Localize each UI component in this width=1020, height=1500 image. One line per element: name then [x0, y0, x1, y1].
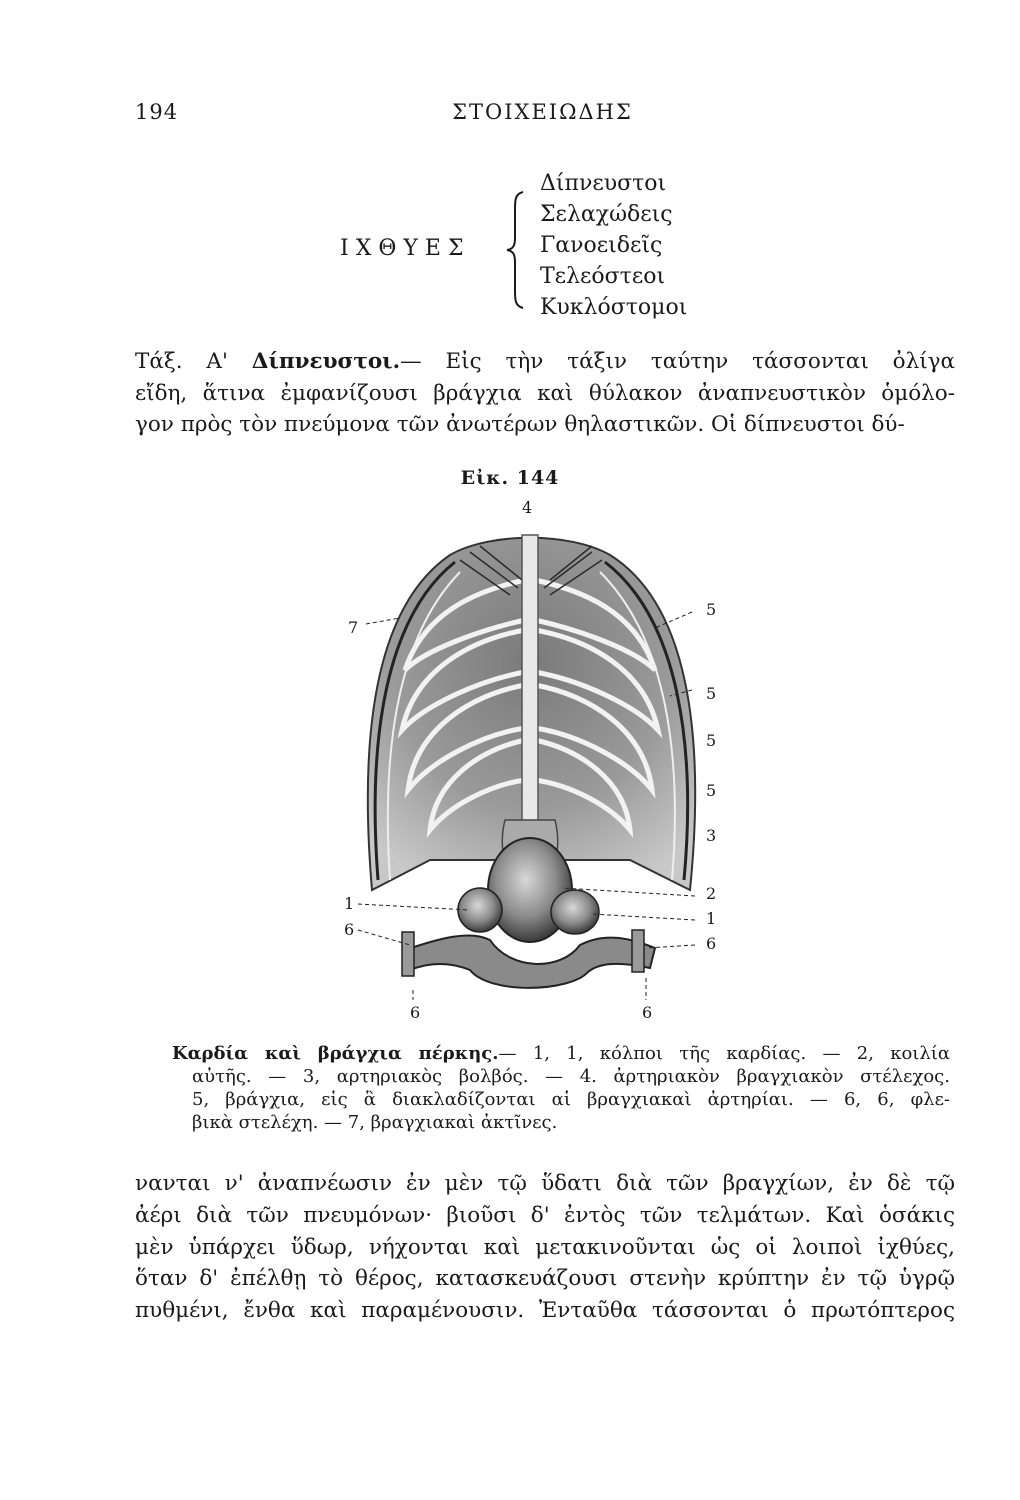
figure-number-6: 6 — [410, 1003, 421, 1022]
figure-number-4: 4 — [522, 498, 533, 517]
figure-number-6: 6 — [642, 1003, 653, 1022]
figure-label: Εἰκ. 144 — [460, 467, 560, 489]
figure-number-7: 7 — [348, 618, 359, 637]
paragraph-line: πυθμένι, ἔνθα καὶ παραμένουσιν. Ἐνταῦθα τάσσονται ὁ πρωτόπτερος — [135, 1298, 955, 1324]
caption-line: 5, βράγχια, εἰς ἃ διακλαδίζονται αἱ βραγχιακαὶ ἀρτηρίαι. — 6, 6, φλε- — [192, 1089, 950, 1110]
paragraph-line: νανται ν' ἀναπνέωσιν ἐν μὲν τῷ ὕδατι διὰ τῶν βραγχίων, ἐν δὲ τῷ — [135, 1171, 955, 1196]
figure-number-1: 1 — [706, 909, 717, 928]
paragraph-line — [135, 346, 955, 378]
paragraph-continuation — [135, 1168, 955, 1327]
caption-text: — 1, 1, κόλποι τῆς καρδίας. — 2, κοιλία — [498, 1043, 950, 1064]
figure-number-5: 5 — [706, 731, 717, 750]
figure-number-5: 5 — [706, 684, 717, 703]
order-item: Τελεόστεοι — [540, 264, 666, 289]
figure-heart-gills — [330, 500, 730, 1035]
figure-number-5: 5 — [706, 600, 717, 619]
caption-line: αὐτῆς. — 3, αρτηριακὸς βολβός. — 4. ἀρτηριακὸν βραγχιακὸν στέλεχος. — [192, 1066, 950, 1087]
class-name: ΙΧΘΥΕΣ — [340, 236, 471, 261]
paragraph-line: ἀέρι διὰ τῶν πνευμόνων· βιοῦσι δ' ἐντὸς τῶν τελμάτων. Καὶ ὁσάκις — [135, 1202, 955, 1228]
order-item: Κυκλόστομοι — [540, 295, 688, 320]
caption-title: Καρδία καὶ βράγχια πέρκης. — [172, 1043, 499, 1064]
page-header — [135, 100, 950, 130]
figure-number-1: 1 — [344, 894, 355, 913]
figure-caption — [172, 1042, 950, 1134]
order-list — [540, 168, 687, 323]
page-number: 194 — [135, 100, 179, 124]
paragraph-line: μὲν ὑπάρχει ὕδωρ, νήχονται καὶ μετακινοῦνται ὡς οἱ λοιποὶ ἰχθύες, — [135, 1234, 955, 1260]
order-item: Σελαχώδεις — [540, 202, 673, 227]
figure-number-6: 6 — [344, 920, 355, 939]
paragraph-dipnoi — [135, 346, 955, 441]
order-item: Γανοειδεῖς — [540, 233, 663, 258]
paragraph-line: γον πρὸς τὸν πνεύμονα τῶν ἀνωτέρων θηλαστικῶν. Οἱ δίπνευστοι δύ- — [135, 412, 905, 437]
figure-number-5: 5 — [706, 781, 717, 800]
paragraph-text: — Εἰς τὴν τάξιν ταύτην τάσσονται ὀλίγα — [400, 349, 956, 374]
caption-line — [172, 1042, 950, 1065]
classification-table — [340, 168, 760, 348]
paragraph-line: εἴδη, ἅτινα ἐμφανίζουσι βράγχια καὶ θύλακον ἀναπνευστικὸν ὁμόλο- — [135, 380, 955, 406]
figure-number-3: 3 — [706, 826, 717, 845]
arterial-trunk — [522, 535, 538, 840]
heart-gills-illustration — [330, 500, 730, 1035]
figure-number-6: 6 — [706, 934, 717, 953]
venous-branches — [405, 935, 655, 987]
order-item: Δίπνευστοι — [540, 171, 667, 196]
order-label: Τάξ. Α' — [135, 349, 228, 374]
order-name: Δίπνευστοι. — [251, 349, 401, 374]
caption-line: βικὰ στελέχη. — 7, βραγχιακαὶ ἀκτῖνες. — [192, 1112, 558, 1133]
running-title: ΣΤΟΙΧΕΙΩΔΗΣ — [452, 100, 633, 124]
curly-brace-icon — [505, 190, 529, 310]
figure-number-2: 2 — [706, 884, 717, 903]
heart-atrium-right — [551, 890, 599, 934]
paragraph-line: ὅταν δ' ἐπέλθῃ τὸ θέρος, κατασκευάζουσι στενὴν κρύπτην ἐν τῷ ὑγρῷ — [135, 1266, 955, 1292]
